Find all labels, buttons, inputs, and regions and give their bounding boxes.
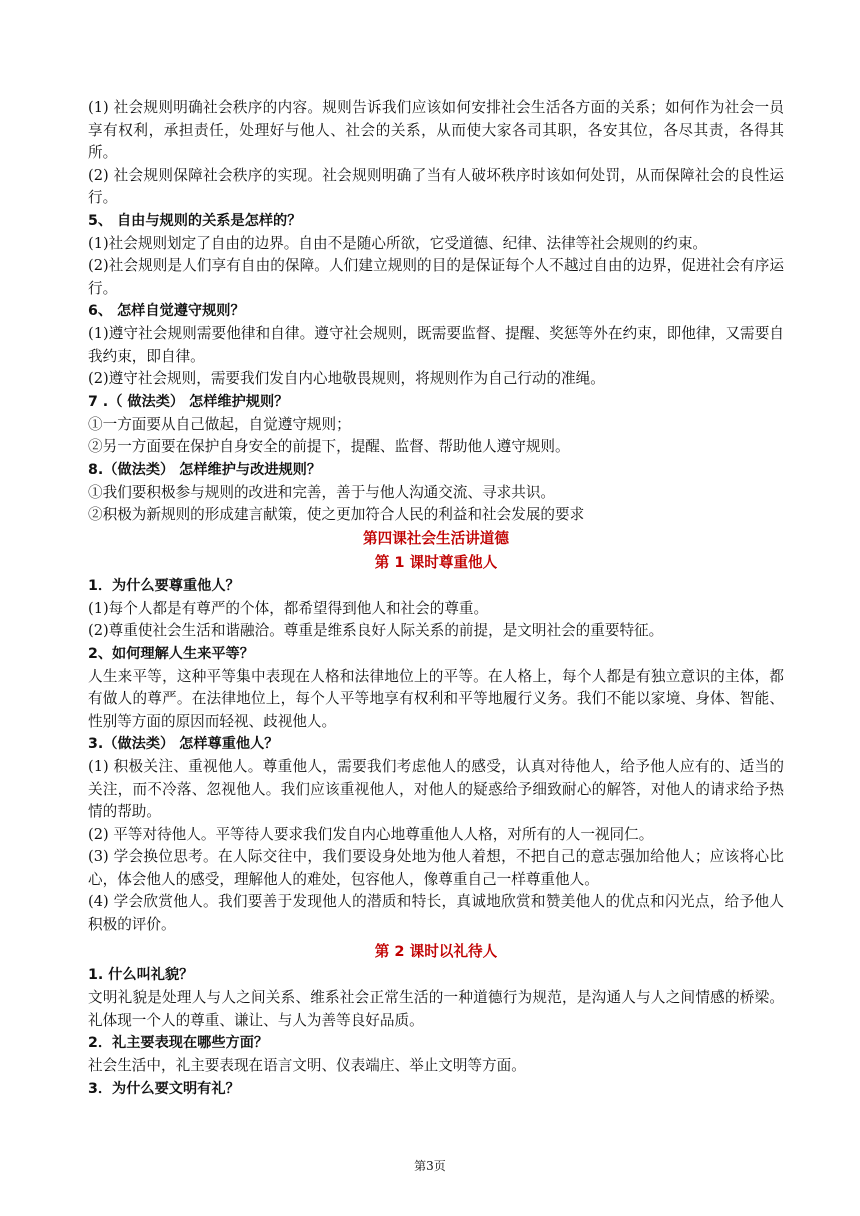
paragraph: 人生来平等，这种平等集中表现在人格和法律地位上的平等。在人格上，每个人都是有独立意识的主体，都有做人的尊严。在法律地位上，每个人平等地享有权利和平等地履行义务。我们不能以家境、身体、智能、性别等方面的原因而轻视、歧视他人。 bbox=[88, 667, 784, 730]
page-number: 第3页 bbox=[414, 1159, 446, 1173]
question-heading: 3．为什么要文明有礼？ bbox=[88, 1080, 240, 1097]
section-title: 第 1 课时尊重他人 bbox=[374, 553, 498, 571]
paragraph: ①我们要积极参与规则的改进和完善，善于与他人沟通交流、寻求共识。 bbox=[88, 483, 556, 501]
paragraph: (1)遵守社会规则需要他律和自律。遵守社会规则，既需要监督、提醒、奖惩等外在约束，即他律，又需要自我约束，即自律。 bbox=[88, 325, 784, 365]
question-heading: 2．礼主要表现在哪些方面？ bbox=[88, 1035, 269, 1051]
paragraph: (4) 学会欣赏他人。我们要善于发现他人的潜质和特长，真诚地欣赏和赞美他人的优点和闪光点，给予他人积极的评价。 bbox=[88, 893, 784, 933]
section-title: 第 2 课时以礼待人 bbox=[374, 943, 498, 960]
paragraph: 社会生活中，礼主要表现在语言文明、仪表端庄、举止文明等方面。 bbox=[88, 1057, 526, 1074]
question-heading: 3.（做法类） 怎样尊重他人？ bbox=[88, 736, 279, 752]
paragraph: ②另一方面要在保护自身安全的前提下，提醒、监督、帮助他人遵守规则。 bbox=[88, 438, 570, 455]
paragraph: ①一方面要从自己做起，自觉遵守规则； bbox=[88, 415, 351, 433]
question-heading: 8.（做法类） 怎样维护与改进规则？ bbox=[88, 461, 322, 478]
question-heading: 1．为什么要尊重他人？ bbox=[88, 577, 240, 594]
paragraph: (2)尊重使社会生活和谐融洽。尊重是维系良好人际关系的前提，是文明社会的重要特征。 bbox=[88, 622, 664, 639]
question-heading: 6、 怎样自觉遵守规则？ bbox=[88, 303, 245, 319]
question-heading: 1. 什么叫礼貌？ bbox=[88, 967, 194, 983]
paragraph: (1)社会规则划定了自由的边界。自由不是随心所欲，它受道德、纪律、法律等社会规则的约束。 bbox=[88, 234, 708, 252]
paragraph: (2) 平等对待他人。平等待人要求我们发自内心地尊重他人人格，对所有的人一视同仁。 bbox=[88, 825, 654, 843]
paragraph: (2) 社会规则保障社会秩序的实现。社会规则明确了当有人破坏秩序时该如何处罚，从而保障社会的良性运行。 bbox=[88, 166, 784, 206]
paragraph: (2)社会规则是人们享有自由的保障。人们建立规则的目的是保证每个人不越过自由的边界，促进社会有序运行。 bbox=[88, 257, 784, 297]
question-heading: 5、 自由与规则的关系是怎样的？ bbox=[88, 212, 302, 229]
paragraph: (1) 社会规则明确社会秩序的内容。规则告诉我们应该如何安排社会生活各方面的关系；如何作为社会一员享有权利，承担责任，处理好与他人、社会的关系，从而使大家各司其职，各安其位，各尽其责，各得其所。 bbox=[88, 99, 784, 161]
paragraph: (3) 学会换位思考。在人际交往中，我们要设身处地为他人着想，不把自己的意志强加给他人；应该将心比心，体会他人的感受，理解他人的难处，包容他人，像尊重自己一样尊重他人。 bbox=[88, 848, 784, 888]
paragraph: (1)每个人都是有尊严的个体，都希望得到他人和社会的尊重。 bbox=[88, 599, 489, 617]
question-heading: 2、如何理解人生来平等？ bbox=[88, 645, 254, 662]
document-body bbox=[88, 97, 784, 1101]
paragraph: (2)遵守社会规则，需要我们发自内心地敬畏规则，将规则作为自己行动的准绳。 bbox=[88, 370, 605, 387]
paragraph: 文明礼貌是处理人与人之间关系、维系社会正常生活的一种道德行为规范，是沟通人与人之间情感的桥梁。礼体现一个人的尊重、谦让、与人为善等良好品质。 bbox=[88, 989, 784, 1029]
paragraph: ②积极为新规则的形成建言献策，使之更加符合人民的利益和社会发展的要求 bbox=[88, 506, 585, 523]
paragraph: (1) 积极关注、重视他人。尊重他人，需要我们考虑他人的感受，认真对待他人，给予他人应有的、适当的关注，而不冷落、忽视他人。我们应该重视他人，对他人的疑惑给予细致耐心的解答，对他人的请求给予热情的帮助。 bbox=[88, 758, 784, 820]
question-heading: 7 .（ 做法类） 怎样维护规则？ bbox=[88, 393, 289, 410]
lesson-title: 第四课社会生活讲道德 bbox=[363, 529, 509, 547]
